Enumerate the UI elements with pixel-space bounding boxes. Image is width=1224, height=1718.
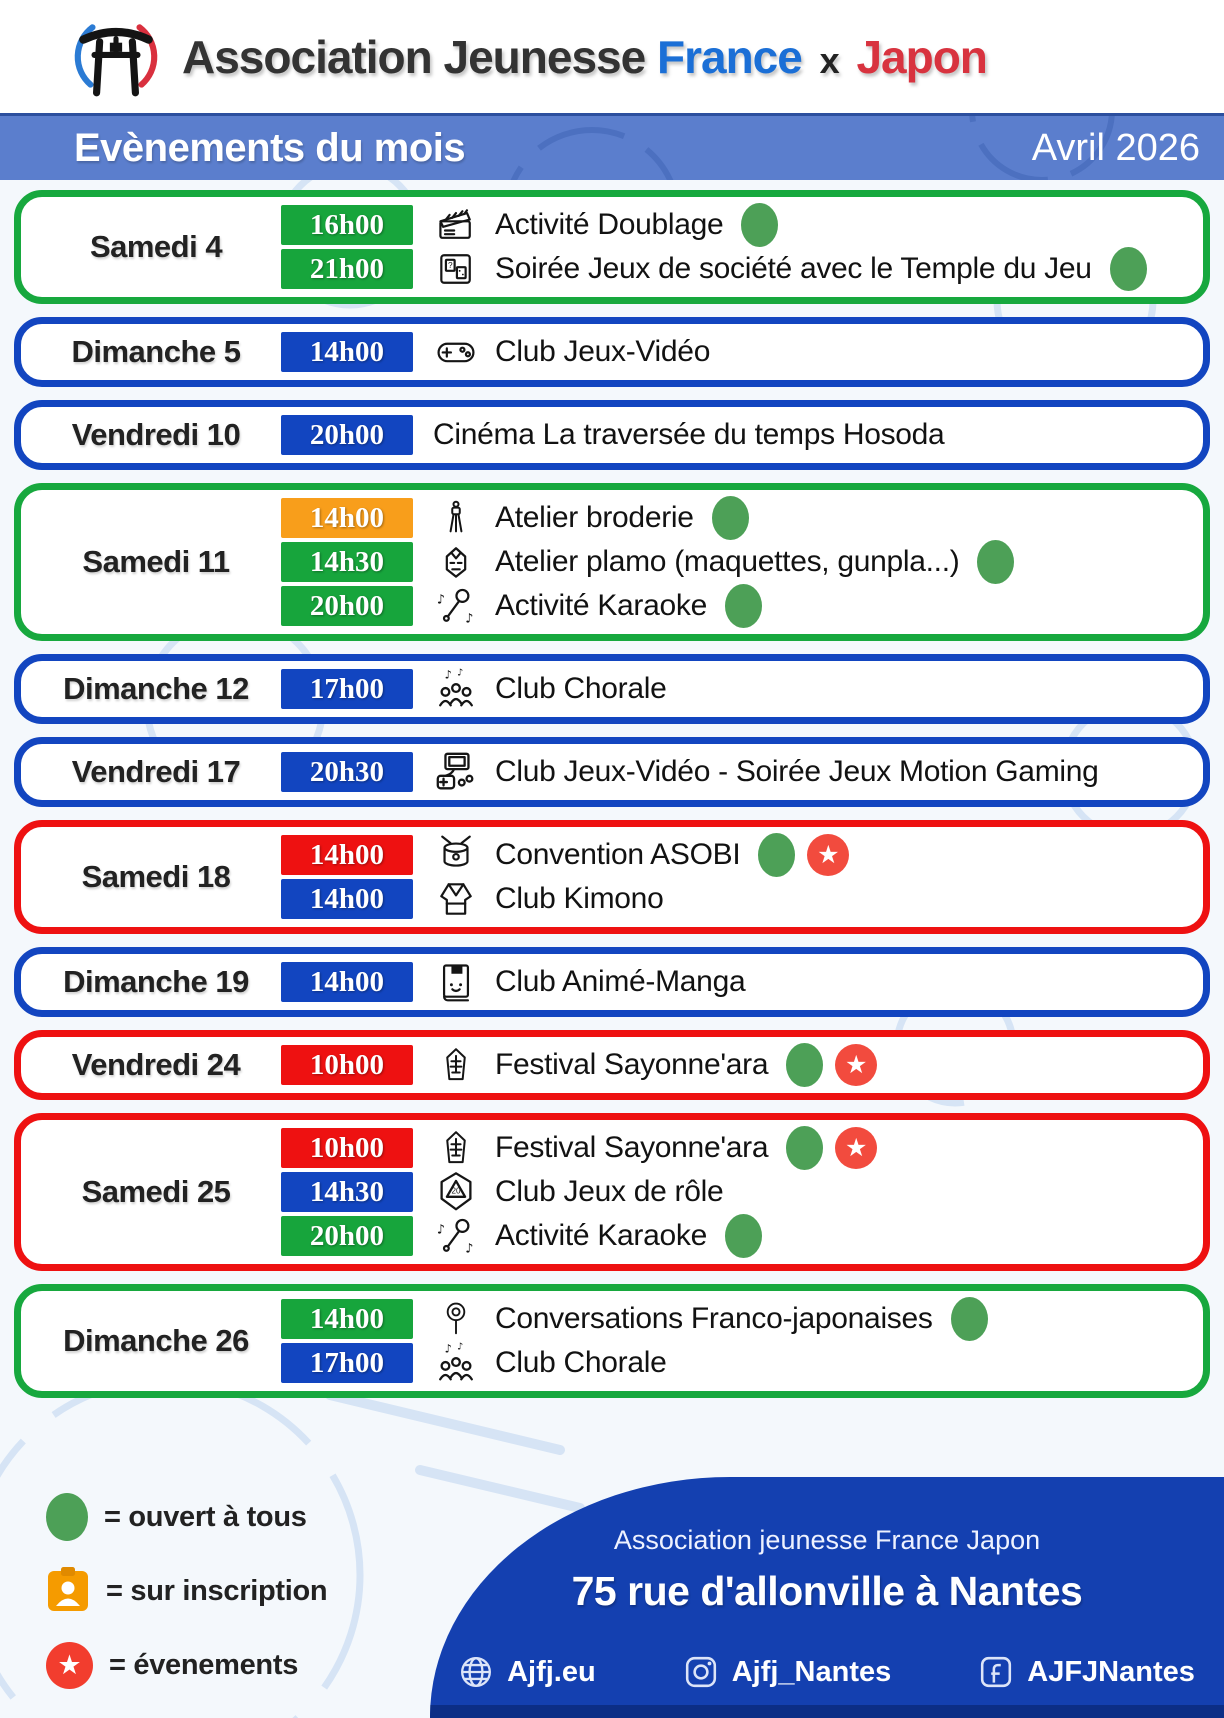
legend-label: = ouvert à tous: [104, 1500, 307, 1533]
day-label: Vendredi 24: [71, 1047, 241, 1082]
time-badge: 14h00: [281, 879, 413, 919]
events-column: [281, 496, 1193, 628]
retro-console-icon: [433, 749, 479, 795]
event-row: [281, 667, 1193, 711]
gamepad-icon: [433, 329, 479, 375]
event-card-dimanche-26: [14, 1284, 1210, 1398]
event-row: [281, 330, 1193, 374]
svg-text:♪: ♪: [436, 1222, 445, 1238]
event-row: [281, 247, 1193, 291]
time-badge: 10h00: [281, 1045, 413, 1085]
event-card-dimanche-12: [14, 654, 1210, 724]
event-label: Club Jeux-Vidéo: [495, 335, 711, 368]
karaoke-mic-icon: [433, 583, 479, 629]
day-label: Dimanche 19: [63, 964, 249, 999]
day-label: Vendredi 17: [71, 754, 241, 789]
footer-address: 75 rue d'allonville à Nantes: [571, 1568, 1083, 1614]
event-label: Club Jeux-Vidéo - Soirée Jeux Motion Gaming: [495, 755, 1099, 788]
event-card-samedi-18: [14, 820, 1210, 934]
event-label: Cinéma La traversée du temps Hosoda: [433, 418, 945, 451]
event-card-vendredi-24: [14, 1030, 1210, 1100]
event-label: Club Chorale: [495, 1346, 667, 1379]
social-links: [430, 1655, 1224, 1689]
legend-item: [46, 1640, 327, 1690]
legend-item: [46, 1492, 327, 1542]
gunpla-robot-icon: [433, 539, 479, 585]
event-label: Activité Karaoke: [495, 1219, 707, 1252]
time-badge: 14h00: [281, 498, 413, 538]
banner-title: Evènements du mois: [74, 125, 466, 170]
events-column: [281, 1126, 1193, 1258]
event-star-icon: ★: [835, 1127, 877, 1169]
day-label: Samedi 4: [89, 229, 223, 264]
month-banner: [0, 113, 1224, 180]
event-row: [281, 1043, 1193, 1087]
open-to-all-dot-icon: [725, 1214, 762, 1258]
kimono-icon: [433, 876, 479, 922]
day-label: Dimanche 12: [63, 671, 249, 706]
event-row: [281, 584, 1193, 628]
open-to-all-dot-icon: [786, 1043, 823, 1087]
event-row: [281, 833, 1193, 877]
embroidery-tassel-icon: [433, 495, 479, 541]
event-row: [281, 540, 1193, 584]
day-label: Samedi 11: [82, 544, 230, 579]
svg-text:♪: ♪: [456, 667, 464, 679]
open-to-all-dot-icon: [951, 1297, 988, 1341]
banner-period: Avril 2026: [1031, 126, 1200, 169]
title-japon: Japon: [856, 30, 987, 83]
time-badge: 17h00: [281, 669, 413, 709]
open-to-all-dot-icon: [758, 833, 795, 877]
event-card-dimanche-19: [14, 947, 1210, 1017]
time-badge: 14h00: [281, 1299, 413, 1339]
time-badge: 17h00: [281, 1343, 413, 1383]
svg-text:?: ?: [448, 261, 453, 271]
instagram-icon: [684, 1655, 718, 1689]
registration-badge-icon: [46, 1565, 90, 1618]
social-label: Ajfj_Nantes: [731, 1655, 892, 1688]
time-badge: 20h00: [281, 1216, 413, 1256]
legend: [46, 1492, 327, 1690]
legend-label: = sur inscription: [106, 1574, 328, 1607]
event-label: Festival Sayonne'ara: [495, 1131, 769, 1164]
day-label: Samedi 18: [81, 859, 231, 894]
event-row: [281, 1214, 1193, 1258]
d20-dice-icon: [433, 1169, 479, 1215]
event-row: [281, 496, 1193, 540]
svg-text:20: 20: [451, 1186, 461, 1196]
social-item-ajfj_nantes: [684, 1655, 892, 1689]
uchiwa-fan-icon: [433, 1296, 479, 1342]
day-label: Dimanche 26: [63, 1323, 249, 1358]
events-column: [281, 203, 1193, 291]
event-row: [281, 877, 1193, 921]
event-card-samedi-4: [14, 190, 1210, 304]
day-label: Vendredi 10: [71, 417, 241, 452]
events-column: [281, 1043, 1193, 1087]
event-label: Convention ASOBI: [495, 838, 741, 871]
svg-text:♪: ♪: [456, 1341, 464, 1353]
time-badge: 14h30: [281, 542, 413, 582]
open-to-all-dot-icon: [725, 584, 762, 628]
event-row: [281, 1297, 1193, 1341]
event-card-samedi-25: [14, 1113, 1210, 1271]
event-row: [281, 960, 1193, 1004]
board-game-icon: [433, 246, 479, 292]
svg-text:♪: ♪: [444, 667, 452, 682]
footer-bottom-strip: [430, 1705, 1224, 1718]
event-label: Atelier plamo (maquettes, gunpla...): [495, 545, 960, 578]
time-badge: 14h00: [281, 962, 413, 1002]
manga-book-icon: [433, 959, 479, 1005]
events-column: [281, 1297, 1193, 1385]
events-list: [14, 190, 1210, 1398]
event-row: [281, 1170, 1193, 1214]
event-card-vendredi-10: [14, 400, 1210, 470]
event-star-icon: ★: [807, 834, 849, 876]
time-badge: 16h00: [281, 205, 413, 245]
svg-text:♪: ♪: [465, 1241, 474, 1257]
svg-text:♪: ♪: [444, 1341, 452, 1356]
event-row: [281, 413, 1193, 457]
event-label: Atelier broderie: [495, 501, 694, 534]
social-label: Ajfj.eu: [507, 1655, 596, 1688]
taiko-drum-icon: [433, 832, 479, 878]
social-item-ajfj.eu: [459, 1655, 596, 1689]
title-separator: x: [819, 39, 839, 81]
open-to-all-dot-icon: [977, 540, 1014, 584]
events-column: [281, 667, 1193, 711]
event-row: [281, 1126, 1193, 1170]
legend-item: [46, 1566, 327, 1616]
event-star-icon: ★: [835, 1044, 877, 1086]
event-row: [281, 750, 1193, 794]
time-badge: 21h00: [281, 249, 413, 289]
time-badge: 20h00: [281, 415, 413, 455]
events-column: [281, 750, 1193, 794]
event-label: Club Animé-Manga: [495, 965, 746, 998]
event-card-samedi-11: [14, 483, 1210, 641]
event-star-icon: ★: [46, 1642, 93, 1689]
social-label: AJFJNantes: [1027, 1655, 1195, 1688]
event-label: Activité Karaoke: [495, 589, 707, 622]
time-badge: 14h30: [281, 1172, 413, 1212]
event-label: Club Chorale: [495, 672, 667, 705]
open-to-all-dot-icon: [712, 496, 749, 540]
svg-text:♪: ♪: [436, 592, 445, 608]
torii-gate-icon: [70, 11, 162, 103]
events-column: [281, 960, 1193, 1004]
svg-text:♪: ♪: [465, 611, 474, 627]
event-label: Activité Doublage: [495, 208, 724, 241]
day-label: Dimanche 5: [71, 334, 241, 369]
event-card-dimanche-5: [14, 317, 1210, 387]
events-column: [281, 833, 1193, 921]
time-badge: 20h30: [281, 752, 413, 792]
event-label: Festival Sayonne'ara: [495, 1048, 769, 1081]
page-title: [182, 30, 987, 84]
day-label: Samedi 25: [81, 1174, 231, 1209]
time-badge: 14h00: [281, 332, 413, 372]
event-card-vendredi-17: [14, 737, 1210, 807]
title-main: Association Jeunesse: [182, 30, 646, 83]
clapperboard-icon: [433, 202, 479, 248]
title-france: France: [656, 30, 802, 83]
event-label: Conversations Franco-japonaises: [495, 1302, 933, 1335]
karaoke-mic-icon: [433, 1213, 479, 1259]
event-label: Soirée Jeux de société avec le Temple du Jeu: [495, 252, 1092, 285]
events-column: [281, 330, 1193, 374]
legend-label: = évenements: [109, 1648, 299, 1681]
shogi-piece-icon: [433, 1125, 479, 1171]
time-badge: 10h00: [281, 1128, 413, 1168]
open-to-all-dot-icon: [1110, 247, 1147, 291]
footer-org-name: Association jeunesse France Japon: [613, 1525, 1041, 1555]
social-item-ajfjnantes: [979, 1655, 1195, 1689]
choir-icon: [433, 666, 479, 712]
open-to-all-dot-icon: [786, 1126, 823, 1170]
facebook-icon: [979, 1655, 1013, 1689]
time-badge: 20h00: [281, 586, 413, 626]
time-badge: 14h00: [281, 835, 413, 875]
events-column: [281, 413, 1193, 457]
shogi-piece-icon: [433, 1042, 479, 1088]
choir-icon: [433, 1340, 479, 1386]
open-to-all-dot-icon: [46, 1493, 88, 1541]
event-label: Club Jeux de rôle: [495, 1175, 724, 1208]
header: [0, 0, 1224, 113]
event-row: [281, 1341, 1193, 1385]
event-row: [281, 203, 1193, 247]
globe-icon: [459, 1655, 493, 1689]
open-to-all-dot-icon: [741, 203, 778, 247]
event-label: Club Kimono: [495, 882, 664, 915]
